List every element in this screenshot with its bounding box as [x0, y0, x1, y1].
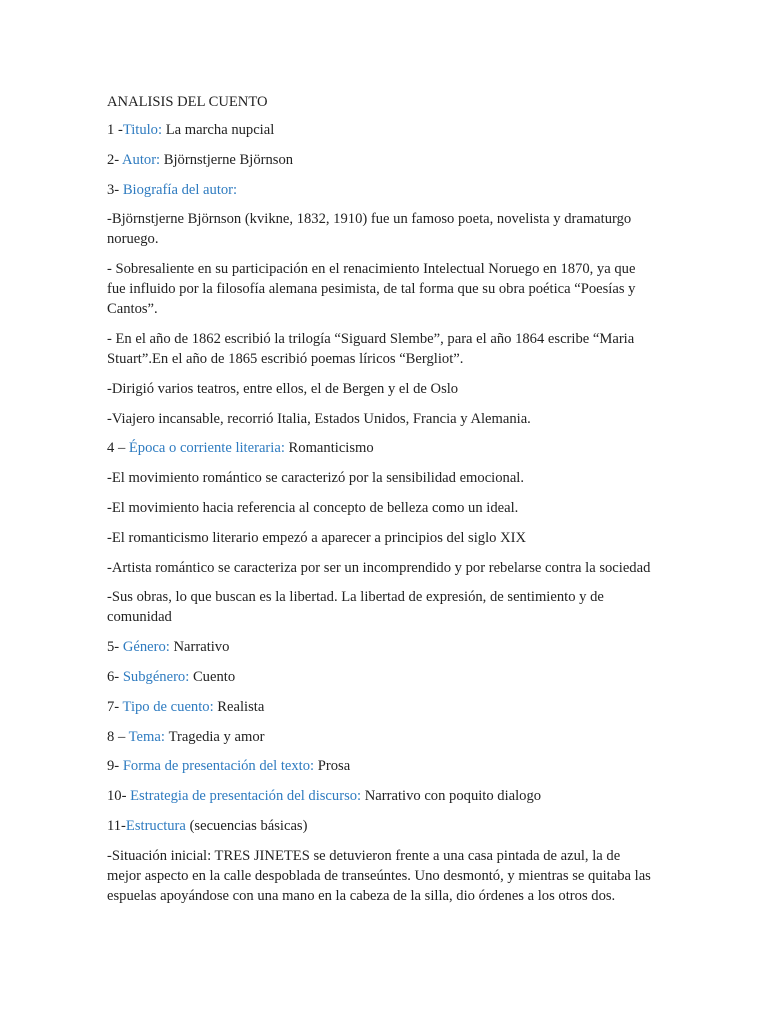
item-genero	[107, 637, 655, 657]
item-value: (secuencias básicas)	[189, 817, 308, 834]
item-prefix: 5-	[107, 639, 123, 656]
item-prefix: 11-	[107, 817, 126, 834]
epoca-para: -El movimiento hacia referencia al concepto de belleza como un ideal.	[107, 499, 519, 516]
bio-para: -Björnstjerne Björnson (kvikne, 1832, 1910) fue un famoso poeta, novelista y dramaturgo noruego.	[107, 211, 632, 248]
item-prefix: 6-	[107, 668, 123, 685]
document-page	[107, 92, 655, 916]
item-label: Tipo de cuento:	[122, 698, 214, 715]
item-value: Björnstjerne Björnson	[163, 151, 294, 168]
item-label: Género:	[122, 639, 170, 656]
item-label: Subgénero:	[122, 668, 190, 685]
item-estructura	[107, 816, 655, 836]
item-titulo	[107, 120, 655, 140]
item-prefix: 10-	[107, 788, 131, 805]
item-value: Tragedia y amor	[168, 728, 265, 745]
item-label: Época o corriente literaria:	[128, 440, 285, 457]
doc-title: ANALISIS DEL CUENTO	[107, 94, 268, 110]
item-prefix: 4 –	[107, 440, 129, 457]
item-epoca	[107, 438, 655, 458]
item-value: Prosa	[317, 758, 351, 775]
item-value: Cuento	[192, 668, 236, 685]
item-prefix: 2-	[107, 151, 122, 168]
item-prefix: 3-	[107, 181, 123, 198]
item-value: Narrativo con poquito dialogo	[364, 788, 542, 805]
epoca-para: -El movimiento romántico se caracterizó por la sensibilidad emocional.	[107, 470, 524, 487]
item-prefix: 8 –	[107, 728, 129, 745]
item-tipo	[107, 697, 655, 717]
bio-para: -Viajero incansable, recorrió Italia, Estados Unidos, Francia y Alemania.	[107, 410, 531, 427]
item-prefix: 9-	[107, 758, 123, 775]
item-label: Estrategia de presentación del discurso:	[130, 788, 362, 805]
item-label: Forma de presentación del texto:	[122, 758, 315, 775]
item-prefix: 7-	[107, 698, 123, 715]
item-label: Estructura	[125, 817, 186, 834]
epoca-para: -Artista romántico se caracteriza por ser un incomprendido y por rebelarse contra la sociedad	[107, 559, 651, 576]
item-label: Autor:	[122, 151, 161, 168]
item-value: Narrativo	[173, 639, 230, 656]
item-prefix: 1 -	[107, 122, 123, 138]
epoca-para: -El romanticismo literario empezó a aparecer a principios del siglo XIX	[107, 529, 527, 546]
item-label: Tema:	[128, 728, 165, 745]
item-label: Titulo:	[122, 122, 163, 138]
item-estrategia	[107, 786, 655, 806]
bio-para: -Dirigió varios teatros, entre ellos, el de Bergen y el de Oslo	[107, 380, 459, 397]
item-autor	[107, 150, 655, 170]
item-value: La marcha nupcial	[165, 122, 275, 138]
item-value: Romanticismo	[288, 440, 374, 457]
item-biografia	[107, 180, 655, 200]
epoca-para: -Sus obras, lo que buscan es la libertad. La libertad de expresión, de sentimiento y de comunidad	[107, 589, 604, 626]
bio-para: - En el año de 1862 escribió la trilogía “Siguard Slembe”, para el año 1864 escribe “Maria Stuart”.En el año de 1865 escribió poemas líricos “Bergliot”.	[107, 330, 635, 367]
item-subgenero	[107, 667, 655, 687]
bio-para: - Sobresaliente en su participación en el renacimiento Intelectual Noruego en 1870, ya que fue influido por la filosofía alemana pesimista, de tal forma que su obra poética “Poesías y Cantos”.	[107, 261, 636, 318]
estructura-para: -Situación inicial: TRES JINETES se detuvieron frente a una casa pintada de azul, la de mejor aspecto en la calle despoblada de transeúntes. Uno desmontó, y mientras se quitaba las espuelas apoyándose con una mano en la cabeza de la silla, dio órdenes a los otros dos.	[107, 847, 651, 904]
item-tema	[107, 727, 655, 747]
item-label: Biografía del autor:	[122, 181, 238, 198]
item-value: Realista	[217, 698, 265, 715]
item-forma	[107, 756, 655, 776]
